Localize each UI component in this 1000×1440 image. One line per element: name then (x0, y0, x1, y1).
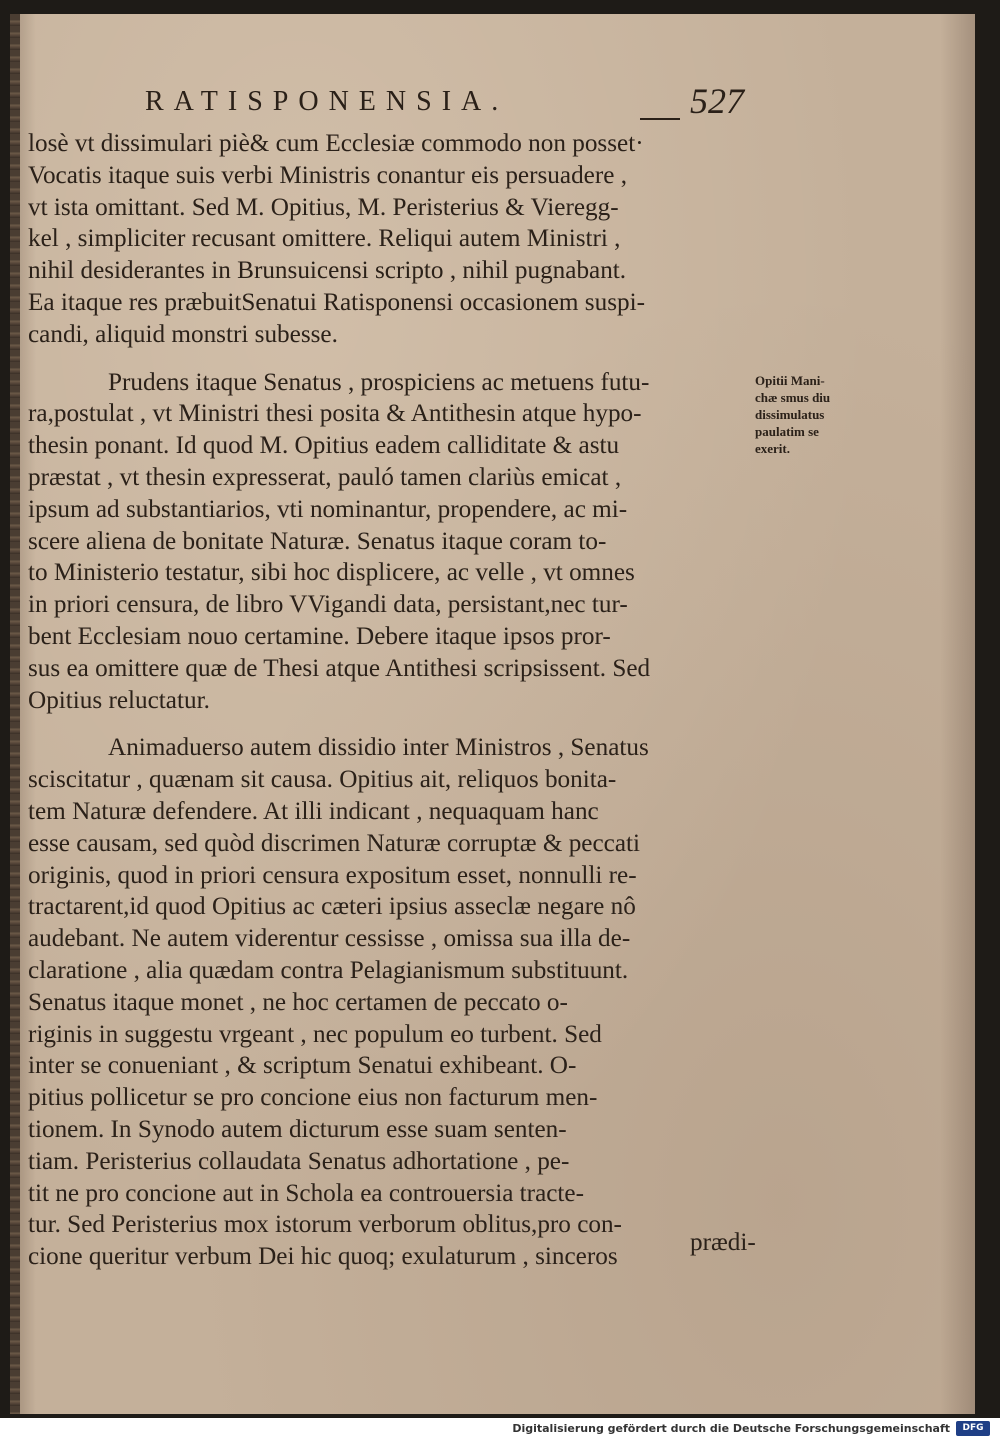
text-line: scere aliena de bonitate Naturæ. Senatus itaque coram to- (28, 527, 607, 555)
text-line: inter se conueniant , & scriptum Senatui exhibeant. O- (28, 1052, 577, 1080)
margin-note (755, 372, 855, 457)
text-line: Prudens itaque Senatus , prospiciens ac metuens futu- (108, 368, 650, 396)
text-line: cione queritur verbum Dei hic quoq; exulaturum , sinceros (28, 1243, 618, 1271)
text-line: præstat , vt thesin expresserat, pauló tamen clariùs emicat , (28, 463, 622, 491)
text-line: originis, quod in priori censura expositum esset, nonnulli re- (28, 861, 637, 889)
text-line: tiam. Peristerius collaudata Senatus adhortatione , pe- (28, 1147, 570, 1175)
text-line: tractarent,id quod Opitius ac cæteri ipsius asseclæ negare nô (28, 893, 636, 921)
paragraph (28, 128, 763, 351)
text-line: kel , simpliciter recusant omittere. Reliqui autem Ministri , (28, 225, 621, 253)
text-line: Senatus itaque monet , ne hoc certamen de peccato o- (28, 988, 568, 1016)
text-line: Opitius reluctatur. (28, 686, 210, 714)
text-line: ra,postulat , vt Ministri thesi posita & Antithesin atque hypo- (28, 400, 642, 428)
text-line: tem Naturæ defendere. At illi indicant , nequaquam hanc (28, 797, 599, 825)
text-line: riginis in suggestu vrgeant , nec populum eo turbent. Sed (28, 1020, 602, 1048)
running-head: RATISPONENSIA. (145, 86, 509, 117)
text-line: sciscitatur , quænam sit causa. Opitius ait, reliquos bonita- (28, 766, 617, 794)
paragraph (28, 732, 763, 1273)
text-line: Animaduerso autem dissidio inter Ministros , Senatus (108, 734, 649, 762)
margin-note-line: chæ smus diu (755, 390, 831, 405)
book-page (10, 14, 975, 1414)
margin-note-line: dissimulatus (755, 407, 825, 422)
text-line: tur. Sed Peristerius mox istorum verborum oblitus,pro con- (28, 1211, 622, 1239)
text-line: claratione , alia quædam contra Pelagianismum substituunt. (28, 956, 629, 984)
text-line: losè vt dissimulari piè& cum Ecclesiæ commodo non posset· (28, 130, 644, 157)
text-line: thesin ponant. Id quod M. Opitius eadem calliditate & astu (28, 432, 620, 460)
page-number: 527 (690, 81, 744, 121)
margin-note-line: paulatim se (755, 424, 819, 439)
text-line: tit ne pro concione aut in Schola ea controuersia tracte- (28, 1179, 584, 1207)
paragraph (28, 367, 763, 717)
text-line: bent Ecclesiam nouo certamine. Debere itaque ipsos pror- (28, 622, 611, 650)
text-line: esse causam, sed quòd discrimen Naturæ corruptæ & peccati (28, 829, 641, 857)
text-line: candi, aliquid monstri subesse. (28, 320, 338, 348)
margin-note-line: Opitii Mani- (755, 373, 825, 388)
text-line: pitius pollicetur se pro concione eius non facturum men- (28, 1084, 598, 1112)
text-line: audebant. Ne autem viderentur cessisse , omissa sua illa de- (28, 925, 631, 953)
text-line: to Ministerio testatur, sibi hoc displicere, ac velle , vt omnes (28, 559, 635, 587)
text-line: nihil desiderantes in Brunsuicensi scripto , nihil pugnabant. (28, 257, 627, 285)
margin-note-line: exerit. (755, 441, 791, 456)
text-line: sus ea omittere quæ de Thesi atque Antithesi scripsissent. Sed (28, 654, 651, 682)
book-spine-edge (10, 14, 20, 1414)
text-line: vt ista omittant. Sed M. Opitius, M. Peristerius & Vieregg- (28, 193, 619, 221)
body-text (28, 128, 763, 1289)
catchword: prædi- (690, 1229, 756, 1256)
funding-credit: Digitalisierung gefördert durch die Deutsche Forschungsgemeinschaft (512, 1422, 950, 1435)
footer-bar (0, 1418, 1000, 1440)
text-line: tionem. In Synodo autem dicturum esse suam senten- (28, 1115, 567, 1143)
running-head-rule (640, 118, 680, 120)
text-line: in priori censura, de libro VVigandi data, persistant,nec tur- (28, 591, 628, 619)
text-line: ipsum ad substantiarios, vti nominantur, propendere, ac mi- (28, 495, 628, 523)
text-line: Ea itaque res præbuitSenatui Ratisponensi occasionem suspi- (28, 288, 645, 316)
text-line: Vocatis itaque suis verbi Ministris conantur eis persuadere , (28, 161, 628, 189)
dfg-logo-icon: DFG (956, 1421, 990, 1436)
